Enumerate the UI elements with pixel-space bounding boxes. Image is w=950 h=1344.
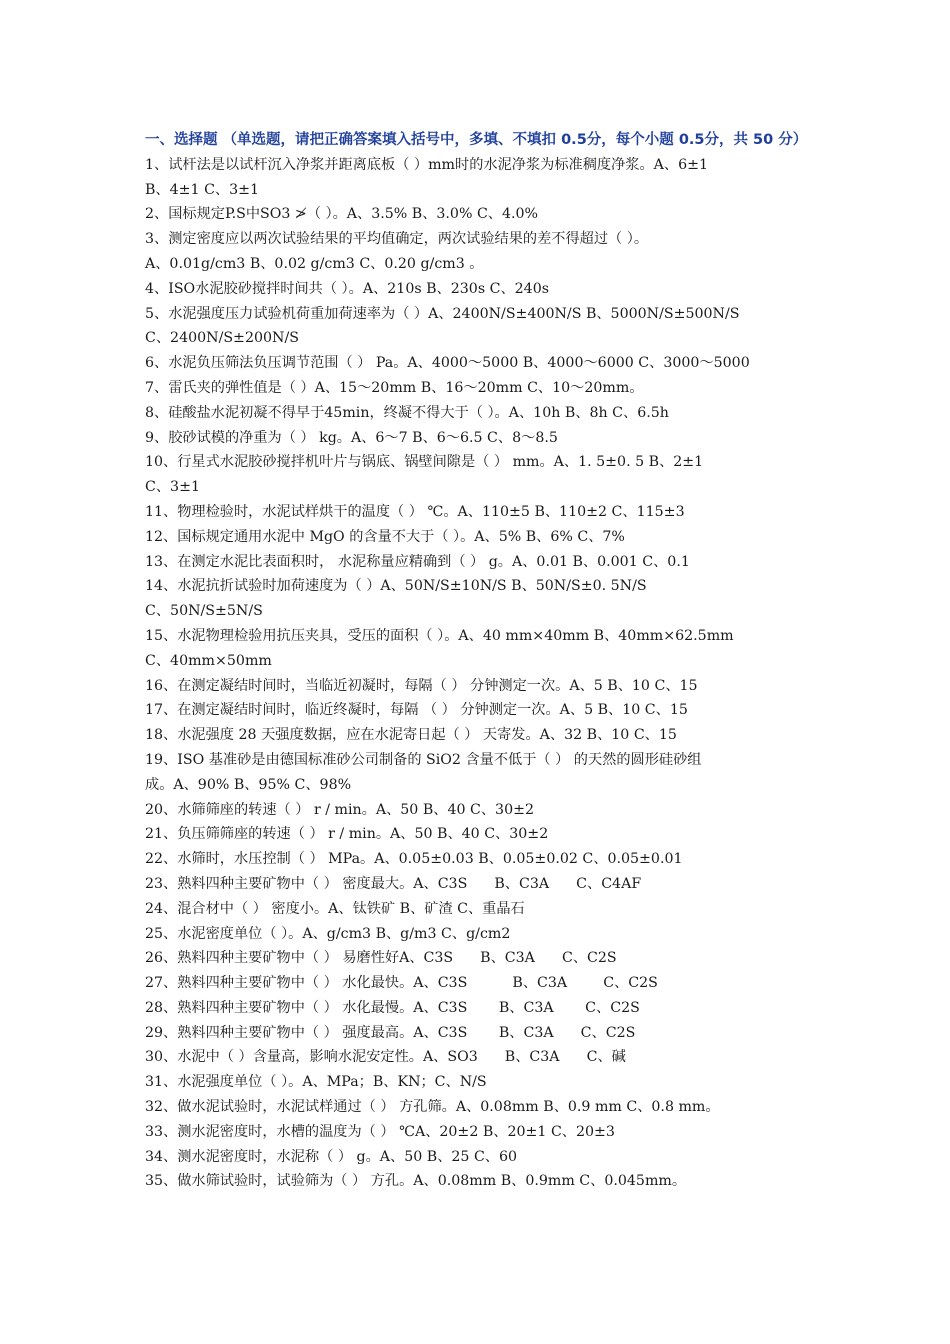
- question-line: 33、测水泥密度时，水槽的温度为（ ） ℃A、20±2 B、20±1 C、20±3: [145, 1123, 615, 1140]
- question-line: 11、物理检验时，水泥试样烘干的温度（ ） ℃。A、110±5 B、110±2 C、115±3: [145, 503, 685, 520]
- question-line: 6、水泥负压筛法负压调节范围（ ） Pa。A、4000～5000 B、4000～6000 C、3000～5000: [145, 355, 750, 372]
- question-line: C、3±1: [145, 479, 200, 496]
- question-line: 10、行星式水泥胶砂搅拌机叶片与锅底、锅壁间隙是（ ） mm。A、1. 5±0. 5 B、2±1: [145, 454, 704, 471]
- question-line: 28、熟料四种主要矿物中（ ） 水化最慢。A、C3S B、C3A C、C2S: [145, 999, 640, 1016]
- question-line: C、50N/S±5N/S: [145, 603, 263, 620]
- question-line: 13、在测定水泥比表面积时， 水泥称量应精确到（ ） g。A、0.01 B、0.001 C、0.1: [145, 553, 690, 570]
- question-line: 18、水泥强度 28 天强度数据，应在水泥寄日起（ ） 天寄发。A、32 B、10 C、15: [145, 727, 677, 744]
- question-line: 30、水泥中（ ）含量高，影响水泥安定性。A、SO3 B、C3A C、碱: [145, 1049, 626, 1066]
- question-line: 26、熟料四种主要矿物中（ ） 易磨性好A、C3S B、C3A C、C2S: [145, 950, 617, 967]
- question-line: 19、ISO 基准砂是由德国标准砂公司制备的 SiO2 含量不低于（ ） 的天然的圆形硅砂组: [145, 751, 702, 768]
- question-line: 25、水泥密度单位（ ）。A、g/cm3 B、g/m3 C、g/cm2: [145, 925, 511, 942]
- question-line: C、40mm×50mm: [145, 652, 272, 669]
- question-line: 16、在测定凝结时间时，当临近初凝时，每隔（ ） 分钟测定一次。A、5 B、10 C、15: [145, 677, 698, 694]
- question-line: B、4±1 C、3±1: [145, 181, 260, 198]
- question-line: 32、做水泥试验时，水泥试样通过（ ） 方孔筛。A、0.08mm B、0.9 mm C、0.8 mm。: [145, 1099, 720, 1116]
- question-line: 2、国标规定P.S中SO3 ≯（ ）。A、3.5% B、3.0% C、4.0%: [145, 206, 539, 223]
- question-line: 22、水筛时，水压控制（ ） MPa。A、0.05±0.03 B、0.05±0.02 C、0.05±0.01: [145, 851, 683, 868]
- question-line: 5、水泥强度压力试验机荷重加荷速率为（ ）A、2400N/S±400N/S B、5000N/S±500N/S: [145, 305, 740, 322]
- question-line: 17、在测定凝结时间时，临近终凝时，每隔 （ ） 分钟测定一次。A、5 B、10 C、15: [145, 702, 688, 719]
- question-line: 27、熟料四种主要矿物中（ ） 水化最快。A、C3S B、C3A C、C2S: [145, 975, 658, 992]
- question-line: 21、负压筛筛座的转速（ ） r / min。A、50 B、40 C、30±2: [145, 826, 549, 843]
- question-line: 4、ISO水泥胶砂搅拌时间共（ ）。A、210s B、230s C、240s: [145, 280, 550, 297]
- question-line: 35、做水筛试验时，试验筛为（ ） 方孔。A、0.08mm B、0.9mm C、0.045mm。: [145, 1173, 687, 1190]
- question-line: 24、混合材中（ ） 密度小。A、钛铁矿 B、矿渣 C、重晶石: [145, 900, 525, 917]
- question-line: 14、水泥抗折试验时加荷速度为（ ）A、50N/S±10N/S B、50N/S±0. 5N/S: [145, 578, 647, 595]
- section-heading: 一、选择题 （单选题，请把正确答案填入括号中，多填、不填扣 0.5分，每个小题 0.5分，共 50 分）: [145, 132, 808, 148]
- question-line: 20、水筛筛座的转速（ ） r / min。A、50 B、40 C、30±2: [145, 801, 535, 818]
- question-line: 7、雷氏夹的弹性值是（ ）A、15～20mm B、16～20mm C、10～20mm。: [145, 379, 644, 396]
- question-line: A、0.01g/cm3 B、0.02 g/cm3 C、0.20 g/cm3 。: [145, 255, 484, 272]
- question-line: 成。A、90% B、95% C、98%: [145, 776, 352, 793]
- question-line: 3、测定密度应以两次试验结果的平均值确定，两次试验结果的差不得超过（ ）。: [145, 231, 649, 248]
- question-line: 1、试杆法是以试杆沉入净浆并距离底板（ ）mm时的水泥净浆为标准稠度净浆。A、6±1: [145, 156, 709, 173]
- question-line: 9、胶砂试模的净重为（ ） kg。A、6～7 B、6～6.5 C、8～8.5: [145, 429, 558, 446]
- question-line: 12、国标规定通用水泥中 MgO 的含量不大于（ ）。A、5% B、6% C、7%: [145, 528, 625, 545]
- document-content: [145, 128, 808, 1194]
- question-line: 15、水泥物理检验用抗压夹具，受压的面积（ ）。A、40 mm×40mm B、40mm×62.5mm: [145, 627, 734, 644]
- question-line: 23、熟料四种主要矿物中（ ） 密度最大。A、C3S B、C3A C、C4AF: [145, 875, 642, 892]
- question-line: 34、测水泥密度时，水泥称（ ） g。A、50 B、25 C、60: [145, 1148, 518, 1165]
- question-line: 29、熟料四种主要矿物中（ ） 强度最高。A、C3S B、C3A C、C2S: [145, 1024, 636, 1041]
- question-line: 8、硅酸盐水泥初凝不得早于45min，终凝不得大于（ ）。A、10h B、8h C、6.5h: [145, 404, 669, 421]
- question-line: 31、水泥强度单位（ ）。A、MPa；B、KN；C、N/S: [145, 1074, 487, 1091]
- question-list: [145, 153, 805, 1194]
- question-line: C、2400N/S±200N/S: [145, 330, 299, 347]
